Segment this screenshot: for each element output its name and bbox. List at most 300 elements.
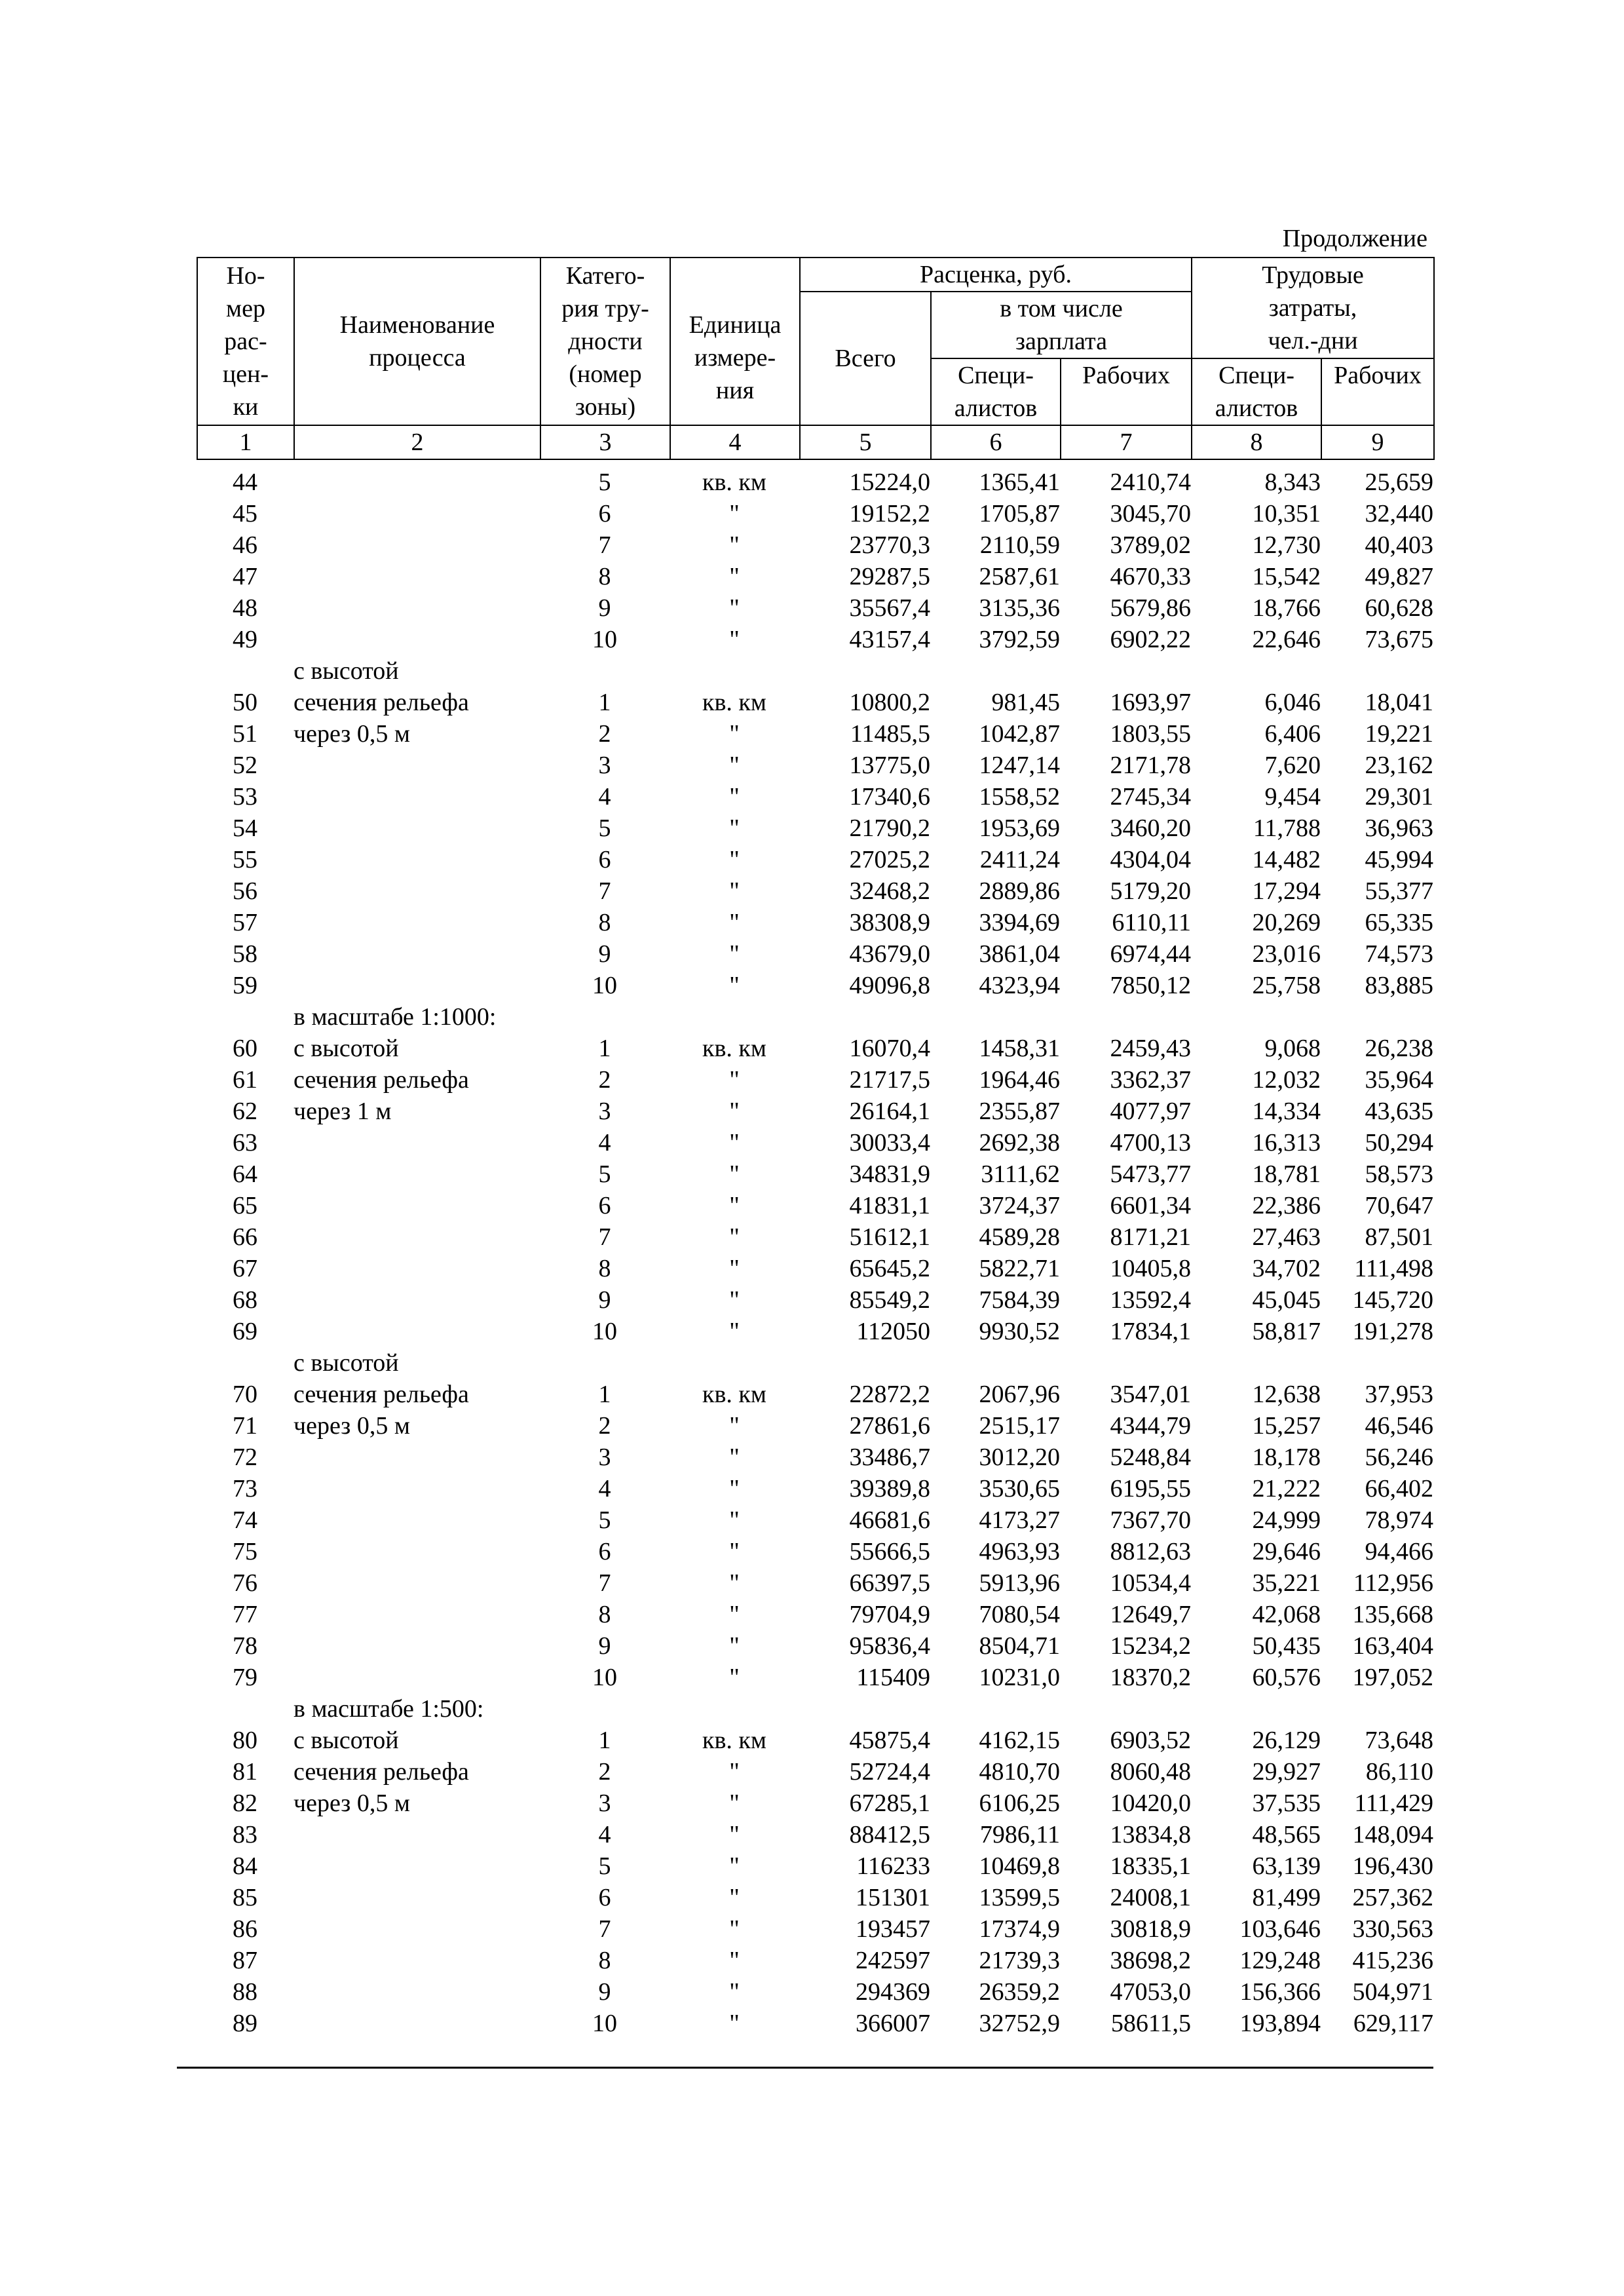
cell-labor-specialists: 129,248 [1239,1947,1321,1974]
cell-salary-workers: 3045,70 [1110,500,1191,527]
cell-process-name [293,1630,540,1662]
cell-salary-specialists: 4589,28 [979,1223,1060,1251]
cell-rate-number: 72 [233,1444,257,1471]
cell-rate-number: 55 [233,846,257,873]
cell-total-rate: 22872,2 [849,1381,930,1408]
cell-labor-specialists: 9,068 [1264,1035,1321,1062]
cell-total-rate [799,1001,930,1033]
cell-rate-number: 71 [233,1412,257,1440]
cell-unit: " [729,1978,740,2006]
cell-salary-specialists: 3861,04 [979,940,1060,968]
cell-rate-number: 67 [233,1255,257,1282]
cell-salary-specialists [930,1347,1060,1379]
cell-unit: " [729,1223,740,1251]
cell-difficulty-category: 7 [598,531,611,559]
table-row [197,1693,1433,1725]
cell-unit: " [729,972,740,999]
cell-process-name [293,970,540,1001]
cell-process-name [293,1127,540,1158]
cell-salary-specialists: 10469,8 [979,1852,1060,1880]
cell-difficulty-category: 9 [598,1286,611,1314]
cell-process-name [293,1316,540,1347]
cell-difficulty-category: 1 [598,1381,611,1408]
cell-salary-specialists: 1964,46 [979,1066,1060,1094]
cell-rate-number: 53 [233,783,257,811]
cell-total-rate: 115409 [856,1664,930,1691]
cell-labor-specialists: 12,730 [1252,531,1321,559]
cell-labor-specialists: 25,758 [1252,972,1321,999]
cell-unit: " [729,2010,740,2037]
cell-salary-workers [1060,1001,1191,1033]
cell-process-name [293,1221,540,1253]
cell-rate-number: 51 [233,720,257,748]
cell-total-rate: 33486,7 [849,1444,930,1471]
cell-total-rate: 66397,5 [849,1569,930,1597]
table-row [197,2008,1433,2039]
cell-process-name [293,467,540,498]
cell-unit [670,1347,799,1379]
cell-labor-workers: 60,628 [1365,594,1433,622]
cell-salary-specialists: 26359,2 [979,1978,1060,2006]
cell-labor-workers: 25,659 [1365,469,1433,496]
table-row [197,1033,1433,1064]
cell-salary-workers: 7850,12 [1110,972,1191,999]
cell-unit: кв. км [702,469,766,496]
cell-salary-specialists: 981,45 [991,689,1060,716]
cell-salary-specialists: 8504,71 [979,1632,1060,1660]
cell-unit [670,1001,799,1033]
cell-salary-workers: 7367,70 [1110,1506,1191,1534]
cell-unit: " [729,1412,740,1440]
cell-salary-specialists: 4323,94 [979,972,1060,999]
cell-difficulty-category: 6 [598,846,611,873]
cell-process-name: через 0,5 м [293,1789,410,1817]
cell-process-name [293,1850,540,1882]
cell-salary-workers: 30818,9 [1110,1915,1191,1943]
cell-labor-specialists: 81,499 [1252,1884,1321,1911]
cell-labor-specialists: 16,313 [1252,1129,1321,1157]
cell-total-rate [799,1347,930,1379]
cell-labor-workers: 18,041 [1365,689,1433,716]
cell-rate-number: 45 [233,500,257,527]
cell-salary-workers: 13592,4 [1110,1286,1191,1314]
cell-difficulty-category: 10 [592,626,617,653]
cell-total-rate: 10800,2 [849,689,930,716]
cell-rate-number [197,1347,293,1379]
cell-salary-specialists: 3530,65 [979,1475,1060,1502]
cell-unit: " [729,752,740,779]
table-row [197,1410,1433,1442]
cell-difficulty-category: 6 [598,1538,611,1565]
cell-labor-specialists: 50,435 [1252,1632,1321,1660]
table-row [197,1379,1433,1410]
cell-labor-workers: 135,668 [1352,1601,1433,1628]
cell-process-name [293,1536,540,1567]
cell-labor-workers: 196,430 [1352,1852,1433,1880]
cell-rate-number: 48 [233,594,257,622]
cell-total-rate: 112050 [856,1318,930,1345]
cell-labor-workers [1321,1693,1433,1725]
cell-total-rate: 27861,6 [849,1412,930,1440]
cell-salary-workers: 4077,97 [1110,1098,1191,1125]
cell-labor-specialists: 17,294 [1252,877,1321,905]
cell-process-name [293,1913,540,1945]
cell-process-name: сечения рельефа [293,1758,469,1786]
cell-salary-specialists: 7986,11 [979,1821,1060,1848]
cell-difficulty-category: 9 [598,1978,611,2006]
header-salary-workers: Рабочих [1061,358,1192,425]
cell-unit: " [729,1066,740,1094]
table-row [197,529,1433,561]
cell-salary-workers: 6601,34 [1110,1192,1191,1219]
table-row [197,1630,1433,1662]
header-labor-group: Трудовые затраты, чел.-дни [1192,258,1434,358]
cell-total-rate: 29287,5 [849,563,930,590]
cell-salary-specialists: 3394,69 [979,909,1060,936]
cell-unit: " [729,1098,740,1125]
cell-rate-number: 87 [233,1947,257,1974]
cell-salary-specialists: 3012,20 [979,1444,1060,1471]
cell-difficulty-category: 8 [598,1601,611,1628]
table-row [197,1756,1433,1788]
cell-salary-workers: 4700,13 [1110,1129,1191,1157]
cell-labor-workers: 26,238 [1365,1035,1433,1062]
cell-difficulty-category: 5 [598,1852,611,1880]
cell-total-rate: 41831,1 [849,1192,930,1219]
cell-process-name [293,624,540,655]
cell-labor-specialists: 22,386 [1252,1192,1321,1219]
cell-salary-specialists: 3724,37 [979,1192,1060,1219]
cell-process-name: через 1 м [293,1098,392,1125]
cell-salary-workers: 8171,21 [1110,1223,1191,1251]
cell-difficulty-category: 5 [598,1506,611,1534]
cell-salary-specialists: 1247,14 [979,752,1060,779]
cell-unit: " [729,1286,740,1314]
cell-difficulty-category: 10 [592,1664,617,1691]
cell-unit: кв. км [702,1727,766,1754]
cell-rate-number: 47 [233,563,257,590]
cell-labor-workers: 78,974 [1365,1506,1433,1534]
cell-difficulty-category: 3 [598,1098,611,1125]
cell-total-rate: 46681,6 [849,1506,930,1534]
cell-labor-workers: 19,221 [1365,720,1433,748]
cell-labor-specialists: 18,178 [1252,1444,1321,1471]
cell-total-rate: 39389,8 [849,1475,930,1502]
table-row [197,592,1433,624]
cell-unit: " [729,1538,740,1565]
table-row [197,1725,1433,1756]
cell-labor-specialists: 45,045 [1252,1286,1321,1314]
cell-labor-workers [1321,655,1433,687]
cell-labor-workers: 111,498 [1354,1255,1433,1282]
cell-unit: " [729,783,740,811]
cell-process-name [293,1473,540,1504]
cell-difficulty-category: 8 [598,563,611,590]
table-row [197,1347,1433,1379]
table-row [197,1913,1433,1945]
cell-salary-specialists: 2692,38 [979,1129,1060,1157]
cell-labor-specialists: 18,781 [1252,1160,1321,1188]
cell-salary-workers: 5473,77 [1110,1160,1191,1188]
cell-unit: кв. км [702,1035,766,1062]
cell-labor-specialists: 103,646 [1239,1915,1321,1943]
cell-labor-specialists: 7,620 [1264,752,1321,779]
cell-labor-workers: 70,647 [1365,1192,1433,1219]
cell-salary-specialists: 2110,59 [979,531,1060,559]
cell-salary-workers: 8060,48 [1110,1758,1191,1786]
cell-total-rate: 30033,4 [849,1129,930,1157]
cell-difficulty-category [540,1001,670,1033]
cell-difficulty-category: 6 [598,500,611,527]
cell-rate-number: 63 [233,1129,257,1157]
cell-salary-specialists: 7080,54 [979,1601,1060,1628]
cell-salary-workers: 6902,22 [1110,626,1191,653]
header-incl-salary: в том числе зарплата [931,292,1192,358]
cell-labor-workers: 65,335 [1365,909,1433,936]
table-row [197,1882,1433,1913]
cell-rate-number: 70 [233,1381,257,1408]
cell-unit: " [729,626,740,653]
cell-unit: " [729,846,740,873]
cell-salary-workers: 2459,43 [1110,1035,1191,1062]
cell-total-rate: 294369 [856,1978,930,2006]
table-row [197,1504,1433,1536]
cell-labor-specialists: 60,576 [1252,1664,1321,1691]
cell-total-rate: 15224,0 [849,469,930,496]
table-row [197,687,1433,718]
cell-labor-specialists [1191,1693,1321,1725]
cell-rate-number: 79 [233,1664,257,1691]
cell-rate-number: 61 [233,1066,257,1094]
cell-salary-workers: 58611,5 [1110,2010,1191,2037]
header-unit: Единица измере- ния [670,258,800,425]
cell-unit [670,655,799,687]
cell-rate-number: 75 [233,1538,257,1565]
cell-process-name [293,1442,540,1473]
cell-labor-workers: 40,403 [1365,531,1433,559]
cell-unit: " [729,1569,740,1597]
cell-rate-number: 60 [233,1035,257,1062]
header-labor-specialists: Специ- алистов [1192,358,1321,425]
cell-rate-number [197,655,293,687]
cell-salary-specialists: 2515,17 [979,1412,1060,1440]
cell-difficulty-category: 1 [598,1727,611,1754]
cell-difficulty-category: 7 [598,877,611,905]
cell-salary-specialists: 2067,96 [979,1381,1060,1408]
cell-unit: " [729,1664,740,1691]
cell-unit: " [729,720,740,748]
cell-rate-number: 68 [233,1286,257,1314]
table-row [197,1190,1433,1221]
cell-total-rate: 51612,1 [849,1223,930,1251]
cell-salary-workers: 17834,1 [1110,1318,1191,1345]
table-row [197,1850,1433,1882]
cell-labor-workers: 111,429 [1354,1789,1433,1817]
cell-salary-specialists: 6106,25 [979,1789,1060,1817]
cell-salary-specialists: 21739,3 [979,1947,1060,1974]
cell-unit: " [729,563,740,590]
cell-unit: " [729,1632,740,1660]
cell-difficulty-category: 6 [598,1192,611,1219]
cell-rate-number: 56 [233,877,257,905]
cell-difficulty-category: 2 [598,1412,611,1440]
cell-total-rate: 21717,5 [849,1066,930,1094]
cell-total-rate: 27025,2 [849,846,930,873]
cell-total-rate: 11485,5 [850,720,930,748]
cell-salary-workers [1060,1693,1191,1725]
cell-labor-workers: 191,278 [1352,1318,1433,1345]
cell-labor-specialists: 24,999 [1252,1506,1321,1534]
cell-process-name: с высотой [293,1349,399,1377]
cell-salary-workers: 6903,52 [1110,1727,1191,1754]
cell-total-rate: 366007 [856,2010,930,2037]
header-difficulty-category: Катего- рия тру- дности (номер зоны) [540,258,670,425]
cell-rate-number: 49 [233,626,257,653]
cell-labor-specialists: 21,222 [1252,1475,1321,1502]
cell-salary-specialists: 10231,0 [979,1664,1060,1691]
cell-process-name: с высотой [293,1727,399,1754]
cell-labor-workers: 145,720 [1352,1286,1433,1314]
cell-labor-workers: 23,162 [1365,752,1433,779]
cell-rate-number: 89 [233,2010,257,2037]
cell-labor-specialists [1191,1347,1321,1379]
table-row [197,907,1433,938]
cell-process-name [293,1599,540,1630]
cell-rate-number: 86 [233,1915,257,1943]
cell-labor-workers: 29,301 [1365,783,1433,811]
cell-process-name [293,1819,540,1850]
cell-difficulty-category: 10 [592,972,617,999]
cell-labor-workers: 87,501 [1365,1223,1433,1251]
cell-difficulty-category: 3 [598,752,611,779]
cell-rate-number: 66 [233,1223,257,1251]
cell-difficulty-category [540,1347,670,1379]
cell-salary-specialists: 32752,9 [979,2010,1060,2037]
cell-unit: " [729,1821,740,1848]
cell-salary-specialists: 2587,61 [979,563,1060,590]
cell-rate-number: 88 [233,1978,257,2006]
cell-difficulty-category: 1 [598,689,611,716]
cell-labor-specialists: 8,343 [1264,469,1321,496]
cell-labor-specialists: 29,646 [1252,1538,1321,1565]
cell-labor-specialists: 58,817 [1252,1318,1321,1345]
cell-unit: " [729,1758,740,1786]
cell-process-name [293,907,540,938]
cell-unit: " [729,814,740,842]
cell-total-rate: 79704,9 [849,1601,930,1628]
header-rate-number: Но- мер рас- цен- ки [197,258,294,425]
cell-labor-specialists: 35,221 [1252,1569,1321,1597]
cell-total-rate: 45875,4 [849,1727,930,1754]
cell-labor-workers: 73,675 [1365,626,1433,653]
cell-salary-workers: 24008,1 [1110,1884,1191,1911]
cell-salary-workers [1060,1347,1191,1379]
cell-labor-workers [1321,1347,1433,1379]
cell-process-name: в масштабе 1:1000: [293,1003,497,1031]
cell-unit: " [729,1852,740,1880]
cell-rate-number: 58 [233,940,257,968]
cell-labor-specialists: 48,565 [1252,1821,1321,1848]
cell-process-name [293,938,540,970]
table-row [197,875,1433,907]
cell-salary-workers: 10405,8 [1110,1255,1191,1282]
cell-labor-specialists: 27,463 [1252,1223,1321,1251]
cell-total-rate: 26164,1 [849,1098,930,1125]
cell-labor-specialists: 20,269 [1252,909,1321,936]
cell-salary-workers: 18335,1 [1110,1852,1191,1880]
table-row [197,1284,1433,1316]
cell-labor-specialists: 15,542 [1252,563,1321,590]
cell-difficulty-category: 9 [598,940,611,968]
cell-unit [670,1693,799,1725]
cell-difficulty-category: 4 [598,1129,611,1157]
cell-process-name [293,813,540,844]
cell-salary-specialists: 1365,41 [979,469,1060,496]
cell-total-rate: 52724,4 [849,1758,930,1786]
cell-labor-specialists: 12,032 [1252,1066,1321,1094]
cell-process-name [293,592,540,624]
header-salary-specialists: Специ- алистов [931,358,1061,425]
cell-labor-specialists: 12,638 [1252,1381,1321,1408]
table-row [197,1976,1433,2008]
cell-labor-specialists: 37,535 [1252,1789,1321,1817]
cell-salary-specialists: 4963,93 [979,1538,1060,1565]
cell-salary-specialists: 4162,15 [979,1727,1060,1754]
cell-labor-workers: 58,573 [1365,1160,1433,1188]
cell-total-rate: 34831,9 [849,1160,930,1188]
cell-difficulty-category: 2 [598,1066,611,1094]
cell-salary-workers: 5248,84 [1110,1444,1191,1471]
cell-salary-specialists: 1705,87 [979,500,1060,527]
cell-unit: " [729,1192,740,1219]
cell-total-rate: 67285,1 [849,1789,930,1817]
table-row [197,1001,1433,1033]
table-row [197,1316,1433,1347]
cell-salary-specialists: 4810,70 [979,1758,1060,1786]
cell-difficulty-category: 5 [598,469,611,496]
cell-process-name [293,2008,540,2039]
cell-process-name [293,844,540,875]
cell-salary-workers: 10534,4 [1110,1569,1191,1597]
cell-salary-workers: 3547,01 [1110,1381,1191,1408]
cell-salary-specialists: 17374,9 [979,1915,1060,1943]
cell-unit: " [729,1506,740,1534]
cell-rate-number: 54 [233,814,257,842]
cell-difficulty-category: 9 [598,594,611,622]
cell-unit: " [729,1789,740,1817]
table-row [197,1442,1433,1473]
cell-difficulty-category: 5 [598,814,611,842]
cell-unit: " [729,1915,740,1943]
cell-labor-workers: 36,963 [1365,814,1433,842]
cell-difficulty-category: 4 [598,783,611,811]
cell-labor-specialists: 26,129 [1252,1727,1321,1754]
cell-unit: " [729,1601,740,1628]
cell-process-name [293,1504,540,1536]
table-row [197,844,1433,875]
cell-salary-workers: 47053,0 [1110,1978,1191,2006]
cell-difficulty-category [540,1693,670,1725]
cell-total-rate: 242597 [856,1947,930,1974]
cell-rate-number: 82 [233,1789,257,1817]
table-row [197,1819,1433,1850]
cell-process-name: с высотой [293,657,399,685]
table-row [197,718,1433,750]
cell-labor-workers: 257,362 [1352,1884,1433,1911]
cell-salary-workers: 15234,2 [1110,1632,1191,1660]
cell-salary-workers: 12649,7 [1110,1601,1191,1628]
table-row [197,561,1433,592]
